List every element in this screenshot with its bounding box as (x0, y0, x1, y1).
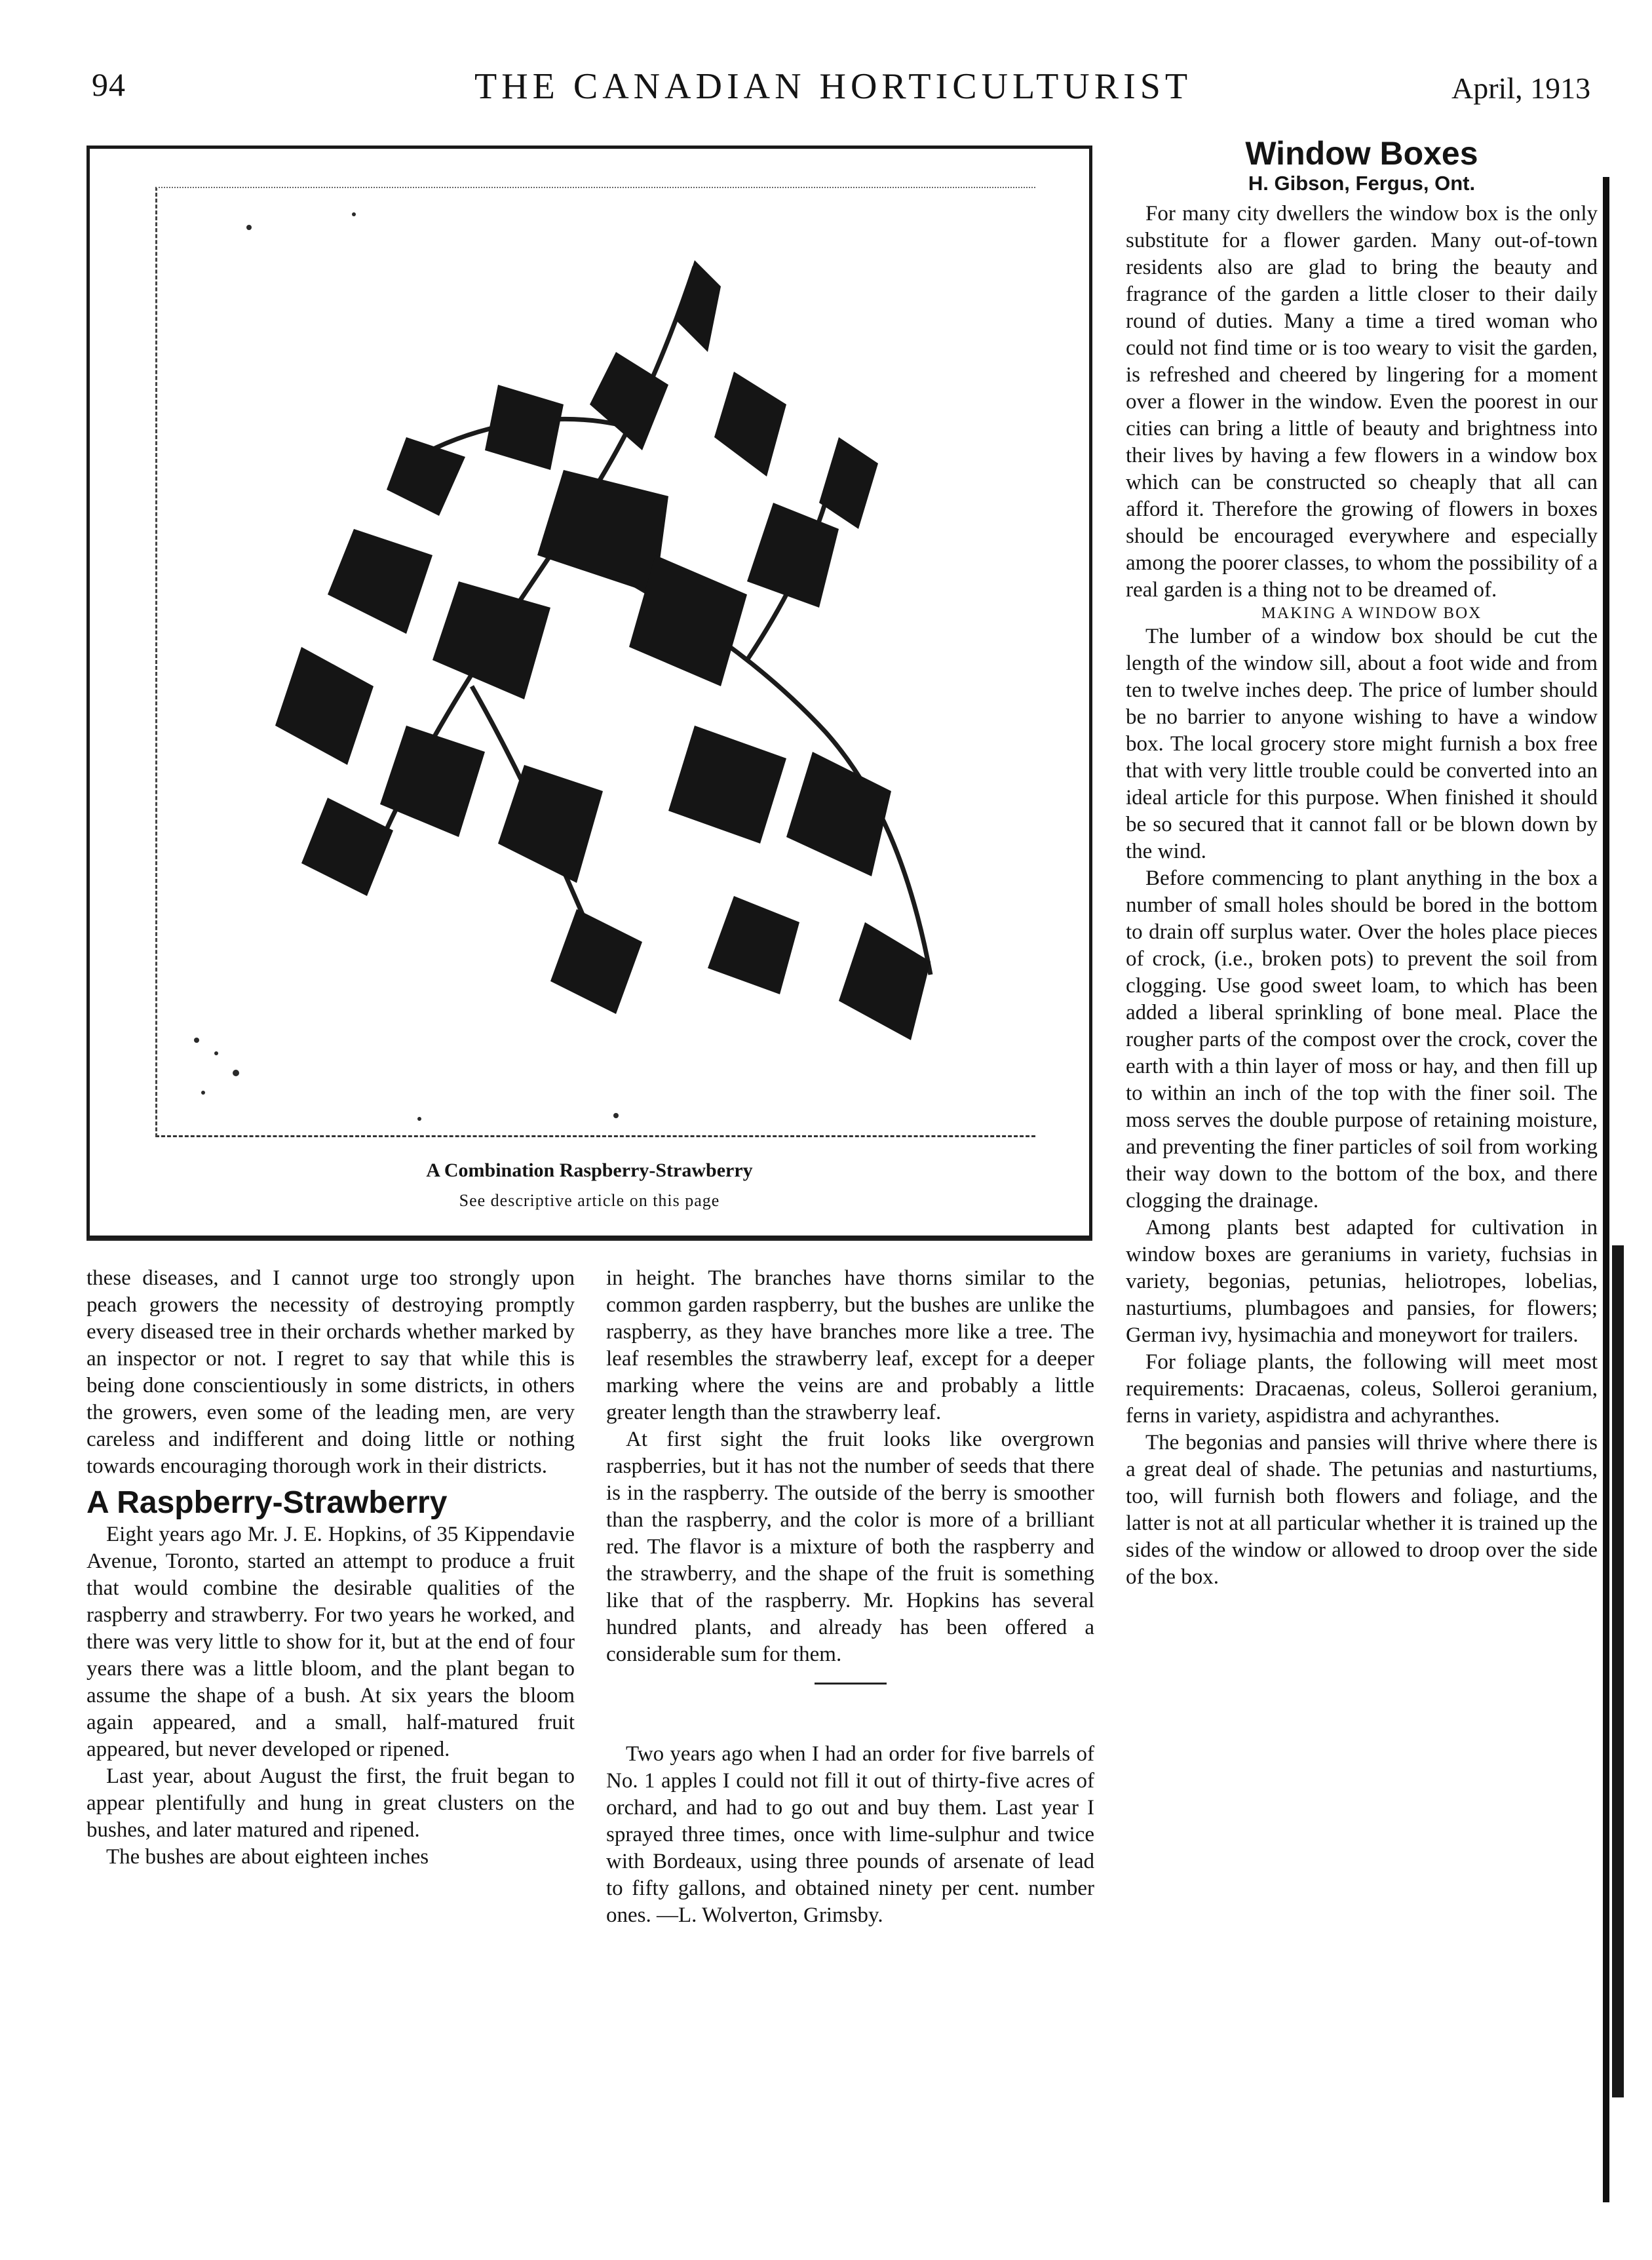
plant-photo (155, 187, 1035, 1137)
masthead: THE CANADIAN HORTICULTURIST (474, 66, 1193, 107)
paragraph: Two years ago when I had an order for five barrels of No. 1 apples I could not fill it out of thirty-five acres of orchard, and had to go out and buy them. Last year I sprayed three times, once with lime-sulphur and twice with Bordeaux, using three pounds of arsenate of lead to fifty gallons, and obtained ninety per cent. number ones. —L. Wolverton, Grimsby. (606, 1742, 1094, 1927)
paragraph: For many city dwellers the window box is the only substitute for a flower garden. Many out-of-town residents also are glad to bring the beauty and fragrance of the garden a little closer to their daily round of duties. Many a time a tired woman who could not find time or is too weary to visit the garden, is refreshed and cheered by lingering for a moment over a flower in the window. Even the poorest in our cities can bring a little of beauty and brightness into their lives by having a few flowers in a window box which can be constructed so cheaply that all can afford it. Therefore the growing of flowers in boxes should be encouraged everywhere and especially among the poorer classes, to whom the possibility of a real garden is a thing not to be dreamed of. (1126, 202, 1598, 602)
section-rule (815, 1683, 887, 1685)
subheading: MAKING A WINDOW BOX (1261, 604, 1482, 622)
plant-illustration (157, 188, 1035, 1135)
page-edge-shadow (1612, 1245, 1624, 2097)
column-1 (86, 1265, 575, 1871)
window-boxes-title: Window Boxes (1245, 135, 1478, 172)
paragraph: The begonias and pansies will thrive where there is a great deal of shade. The petunias and nasturtiums, too, will furnish both flowers and foliage, and the latter is not at all particular whether it is trained up the sides of the window or allowed to droop over the side of the box. (1126, 1431, 1598, 1589)
paragraph: these diseases, and I cannot urge too strongly upon peach growers the necessity of destroying promptly every diseased tree in their orchards whether marked by an inspector or not. I regret to say that while this is being done conscientiously in some districts, in others the growers, even some of the leading men, are very careless and indifferent and doing little or nothing towards encouraging thorough work in their districts. (86, 1266, 575, 1478)
paragraph: Last year, about August the first, the fruit began to appear plentifully and hung in great clusters on the bushes, and later matured and ripened. (86, 1764, 575, 1842)
paragraph: At first sight the fruit looks like overgrown raspberries, but it has not the number of seeds that there is in the raspberry. The outside of the berry is smoother than the raspberry, and the color is more of a brilliant red. The flavor is a mixture of both the raspberry and the strawberry, and the shape of the fruit is something like that of the raspberry. Mr. Hopkins has several hundred plants, and already has been offered a considerable sum for them. (606, 1428, 1094, 1666)
paragraph: Eight years ago Mr. J. E. Hopkins, of 35 Kippendavie Avenue, Toronto, started an attempt to produce a fruit that would combine the desirable qualities of the raspberry and strawberry. For two years he worked, and there was very little to show for it, but at the end of four years there was a little bloom, and the plant began to assume the shape of a bush. At six years the bloom again appeared, and a small, half-matured fruit appeared, but never developed or ripened. (86, 1523, 575, 1761)
byline: H. Gibson, Fergus, Ont. (1248, 172, 1476, 195)
paragraph: The bushes are about eighteen inches (106, 1845, 429, 1869)
paragraph: in height. The branches have thorns similar to the common garden raspberry, but the bushes are unlike the raspberry, as they have branches more like a tree. The leaf resembles the strawberry leaf, except for a deeper marking where the veins are and probably a little greater length than the strawberry leaf. (606, 1266, 1094, 1424)
article-heading: A Raspberry-Strawberry (86, 1485, 448, 1520)
column-2 (606, 1265, 1094, 1929)
figure (86, 146, 1092, 1239)
column-3 (1126, 201, 1598, 1591)
figure-caption-title: A Combination Raspberry-Strawberry (426, 1159, 753, 1181)
paragraph: Among plants best adapted for cultivation in window boxes are geraniums in variety, fuchsias in variety, begonias, petunias, heliotropes, lobelias, nasturtiums, plumbagoes and pansies, for flowers; German ivy, hysimachia and moneywort for trailers. (1126, 1216, 1598, 1347)
issue-date: April, 1913 (1451, 71, 1591, 105)
page-edge-shadow (1603, 177, 1609, 2202)
paragraph: Before commencing to plant anything in the box a number of small holes should be bored in the bottom to drain off surplus water. Over the holes place pieces of crock, (i.e., broken pots) to prevent the soil from clogging. Use good sweet loam, to which has been added a liberal sprinkling of bone meal. Place the rougher parts of the compost over the crock, cover the earth with a thin layer of moss or hay, and then fill up to within an inch of the top with the finer soil. The moss serves the double purpose of retaining moisture, and preventing the finer particles of soil from working their way down to the bottom of the box, and there clogging the drainage. (1126, 867, 1598, 1213)
figure-caption-sub: See descriptive article on this page (459, 1191, 720, 1210)
page-number: 94 (92, 66, 126, 103)
paragraph: For foliage plants, the following will meet most requirements: Dracaenas, coleus, Solleroi geranium, ferns in variety, aspidistra and achyranthes. (1126, 1350, 1598, 1428)
paragraph: The lumber of a window box should be cut the length of the window sill, about a foot wide and from ten to twelve inches deep. The price of lumber should be no barrier to anyone wishing to have a window box. The local grocery store might furnish a box free that with very little trouble could be converted into an ideal article for this purpose. When finished it should be so secured that it cannot fall or be blown down by the wind. (1126, 625, 1598, 863)
divider (86, 1239, 1092, 1241)
